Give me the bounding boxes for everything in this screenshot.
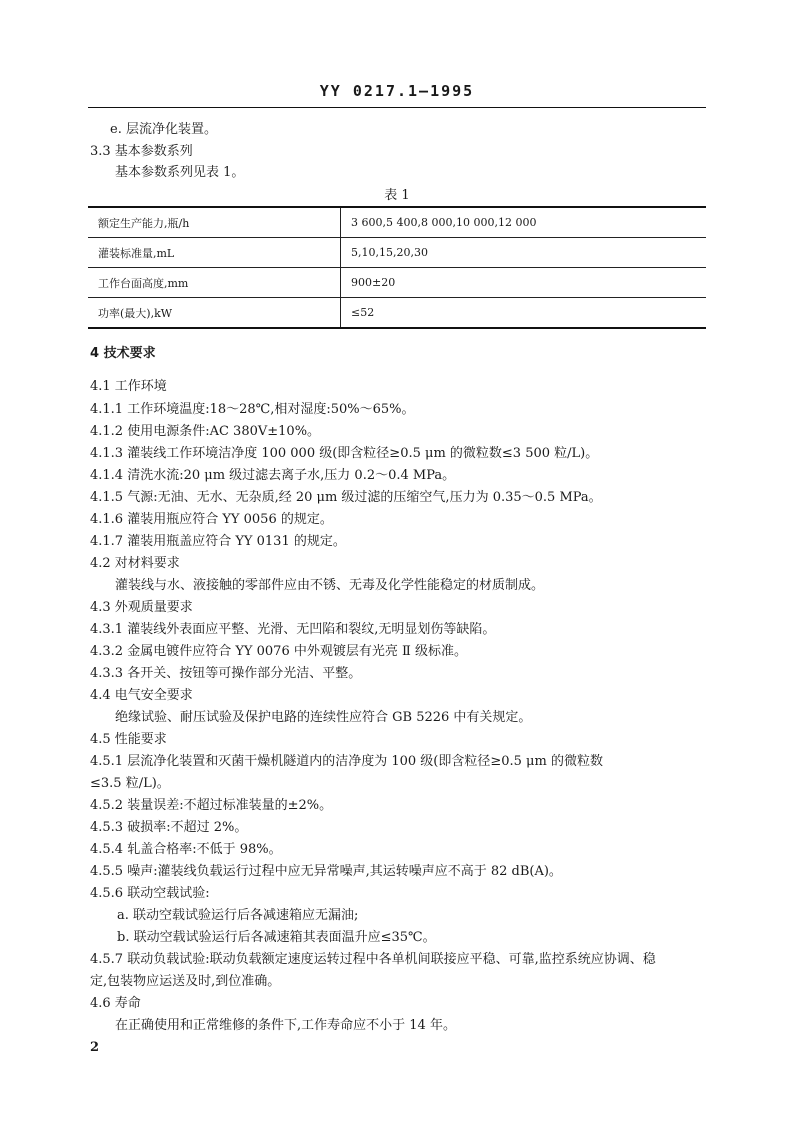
clause-4-1-3: 4.1.3 灌装线工作环境洁净度 100 000 级(即含粒径≥0.5 μm 的微粒数≤3 500 粒/L)。 xyxy=(90,446,599,461)
clause-4-5-4: 4.5.4 轧盖合格率:不低于 98%。 xyxy=(90,842,282,857)
table-cell-param: 功率(最大),kW xyxy=(88,298,341,329)
clause-4-5-5: 4.5.5 噪声:灌装线负载运行过程中应无异常噪声,其运转噪声应不高于 82 dB(A)。 xyxy=(90,864,562,879)
section-4-heading: 4 技术要求 xyxy=(90,346,156,361)
section-4-1-heading: 4.1 工作环境 xyxy=(90,379,167,394)
clause-4-5-1-cont: ≤3.5 粒/L)。 xyxy=(90,776,170,791)
section-4-6-text: 在正确使用和正常维修的条件下,工作寿命应不小于 14 年。 xyxy=(115,1018,456,1033)
table-row xyxy=(88,238,706,268)
table-cell-value: ≤52 xyxy=(341,298,707,329)
section-4-5-heading: 4.5 性能要求 xyxy=(90,732,167,747)
clause-4-5-6-a: a. 联动空载试验运行后各减速箱应无漏油; xyxy=(117,908,359,923)
table-cell-value: 3 600,5 400,8 000,10 000,12 000 xyxy=(341,207,707,238)
clause-4-1-4: 4.1.4 清洗水流:20 μm 级过滤去离子水,压力 0.2～0.4 MPa。 xyxy=(90,468,456,483)
section-3-3-heading: 3.3 基本参数系列 xyxy=(90,144,193,159)
clause-4-5-3: 4.5.3 破损率:不超过 2%。 xyxy=(90,820,248,835)
table-cell-value: 5,10,15,20,30 xyxy=(341,238,707,268)
page-number: 2 xyxy=(90,1040,100,1055)
document-code-header: YY 0217.1—1995 xyxy=(319,82,475,100)
clause-4-5-6: 4.5.6 联动空载试验: xyxy=(90,886,210,901)
header-rule xyxy=(88,107,706,108)
clause-4-3-3: 4.3.3 各开关、按钮等可操作部分光洁、平整。 xyxy=(90,666,362,681)
clause-4-3-2: 4.3.2 金属电镀件应符合 YY 0076 中外观镀层有光亮 Ⅱ 级标准。 xyxy=(90,644,467,659)
section-4-2-text: 灌装线与水、液接触的零部件应由不锈、无毒及化学性能稳定的材质制成。 xyxy=(115,578,545,593)
clause-4-5-7-cont: 定,包装物应运送及时,到位准确。 xyxy=(90,974,281,989)
table-row xyxy=(88,207,706,238)
section-3-3-text: 基本参数系列见表 1。 xyxy=(115,165,245,180)
clause-4-5-6-b: b. 联动空载试验运行后各减速箱其表面温升应≤35℃。 xyxy=(117,930,436,945)
section-4-6-heading: 4.6 寿命 xyxy=(90,996,141,1011)
section-4-3-heading: 4.3 外观质量要求 xyxy=(90,600,193,615)
table-caption: 表 1 xyxy=(384,188,410,203)
table-cell-value: 900±20 xyxy=(341,268,707,298)
clause-4-1-2: 4.1.2 使用电源条件:AC 380V±10%。 xyxy=(90,424,321,439)
table-row xyxy=(88,268,706,298)
clause-4-5-7: 4.5.7 联动负载试验:联动负载额定速度运转过程中各单机间联接应平稳、可靠,监控系统应协调、稳 xyxy=(90,952,656,967)
clause-4-1-5: 4.1.5 气源:无油、无水、无杂质,经 20 μm 级过滤的压缩空气,压力为 0.35～0.5 MPa。 xyxy=(90,490,602,505)
section-4-2-heading: 4.2 对材料要求 xyxy=(90,556,180,571)
clause-4-1-7: 4.1.7 灌装用瓶盖应符合 YY 0131 的规定。 xyxy=(90,534,346,549)
clause-4-5-1: 4.5.1 层流净化装置和灭菌干燥机隧道内的洁净度为 100 级(即含粒径≥0.5 μm 的微粒数 xyxy=(90,754,603,769)
section-4-4-text: 绝缘试验、耐压试验及保护电路的连续性应符合 GB 5226 中有关规定。 xyxy=(115,710,532,725)
section-4-4-heading: 4.4 电气安全要求 xyxy=(90,688,193,703)
table-cell-param: 工作台面高度,mm xyxy=(88,268,341,298)
clause-4-1-6: 4.1.6 灌装用瓶应符合 YY 0056 的规定。 xyxy=(90,512,333,527)
list-item-e: e. 层流净化装置。 xyxy=(110,122,217,137)
basic-parameters-table xyxy=(88,206,706,329)
clause-4-5-2: 4.5.2 装量误差:不超过标准装量的±2%。 xyxy=(90,798,333,813)
clause-4-3-1: 4.3.1 灌装线外表面应平整、光滑、无凹陷和裂纹,无明显划伤等缺陷。 xyxy=(90,622,496,637)
table-row xyxy=(88,298,706,329)
table-cell-param: 额定生产能力,瓶/h xyxy=(88,207,341,238)
table-cell-param: 灌装标准量,mL xyxy=(88,238,341,268)
clause-4-1-1: 4.1.1 工作环境温度:18～28℃,相对湿度:50%～65%。 xyxy=(90,402,415,417)
